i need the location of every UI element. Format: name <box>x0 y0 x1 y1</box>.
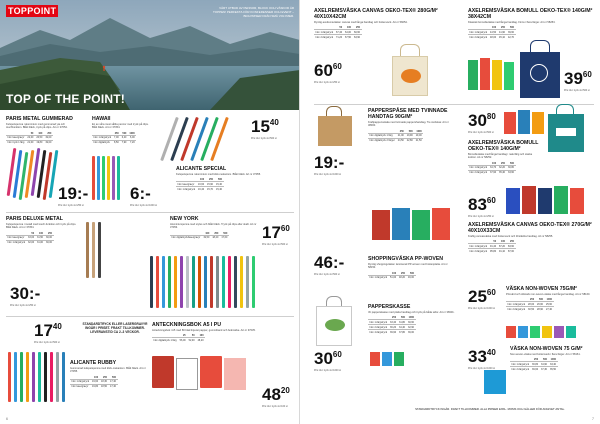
product-title: NEW YORK <box>170 216 199 222</box>
tote-bag-image <box>468 60 478 90</box>
nonwoven-bag-image <box>506 326 516 338</box>
tote-bag-image <box>548 114 584 152</box>
pen-image <box>174 256 177 308</box>
nonwoven-bag-image <box>484 370 506 394</box>
hero-blurb: VÅRT UTBUD AV PENNOR, BLOCK OCH VÄSKOR ÄR TOPPEN! PERFEKTA FÖR KONFERENSER OCH EVENT – BRA PRISER FRÅN SMÅ VOLYMER. <box>212 6 294 18</box>
nonwoven-bag-image <box>530 326 540 338</box>
product-title: VÄSKA NON-WOVEN 75G/M² <box>506 286 577 292</box>
pen-image <box>50 352 53 402</box>
pen-image <box>204 256 207 308</box>
product-description: Rymlig axelremsväska i canvas med långa handtag och bottenveck. Art.nr 58254. <box>314 21 408 24</box>
price-table: 250 500 1000 Inkl. digitaltryck 1 färg 21,00 19,90 19,00 Inkl. digitaltryck 2 färger 24,50 22,80 21,50 <box>369 129 422 143</box>
notebook-image <box>200 356 222 388</box>
pen-image <box>32 352 35 402</box>
pen-image <box>168 256 171 308</box>
pen-image <box>162 256 165 308</box>
tote-bag-image <box>504 62 514 90</box>
product-title: AXELREMSVÄSKA CANVAS OEKO-TEX® 270G/M² 40X10X33CM <box>468 222 592 234</box>
nonwoven-bag-image <box>554 326 564 338</box>
paper-bag-image <box>382 352 392 366</box>
product-description: Rymlig shoppingväska i laminerad PP-woven med bottenplatta. Art.nr 58150. <box>368 263 448 270</box>
notebook-open-image <box>176 358 198 390</box>
pen-image <box>186 256 189 308</box>
product-nonwoven-gusset <box>510 346 594 371</box>
product-title: PAPPERSKASSE <box>368 304 411 310</box>
price-paris-deluxe: 30:- Pris inkl. tryck vid 250 st <box>10 284 41 307</box>
tote-bag-image <box>506 188 520 214</box>
tote-bag-image <box>492 60 502 90</box>
product-pappersvaska <box>368 108 454 143</box>
price-shoppingvaska: 46:- Pris inkl. tryck vid 500 st <box>314 253 345 276</box>
product-canvas-38x42 <box>314 8 454 39</box>
product-title: PARIS DELUXE METAL <box>6 216 63 222</box>
tote-bag-image <box>504 112 516 134</box>
product-description: Vit papperskasse med platta handtag och tryck på båda sidor. Art.nr 38301. <box>368 311 455 314</box>
pen-image <box>112 156 115 200</box>
product-title: ALICANTE SPECIAL <box>176 166 227 172</box>
price-table: 100 250 500 Inkl. digitaltryck/lasergravyr 19,50 18,20 17,60 <box>171 231 228 240</box>
product-hawaii <box>92 116 152 145</box>
price-alicante-rubby: $17^{40}$ Pris inkl. tryck vid 500 st <box>34 321 62 344</box>
pen-image <box>102 156 105 200</box>
pen-image <box>198 256 201 308</box>
hero-title: TOP OF THE POINT! <box>6 92 125 106</box>
tote-bag-image <box>532 112 544 134</box>
shopping-bag-image <box>392 208 410 240</box>
price-hawaii: 6:- Pris inkl. tryck vid 1000 st <box>130 184 157 207</box>
paper-bag-image <box>394 352 404 366</box>
shopping-bag-image <box>372 210 390 240</box>
price-anteckningsbok: $48^{20}$ Pris inkl. tryck vid 100 st <box>262 385 290 408</box>
section-divider <box>314 104 594 105</box>
tote-bag-image <box>518 110 530 134</box>
product-bomull-140 <box>468 8 594 39</box>
pen-image <box>92 156 95 200</box>
price-table: 100 250 500 Inkl. 1-färgstryck 34,70 32,20 30,80 Inkl. 2-färgstryck 37,90 35,40 33,60 <box>469 161 514 175</box>
tote-bag-image <box>554 186 568 214</box>
product-papperskasse <box>368 304 456 334</box>
product-description: Gummerad kulspetspenna med klick-mekanism. Blått bläck. Art.nr 37055. <box>70 367 146 374</box>
footer-note: STANDARDTRYCK INGÅR. FRAKT TILLKOMMER. ALLA PRISER EXKL. MOMS OCH GÄLLER FÖR ANGIVET ANTAL. <box>415 407 565 411</box>
price-table: 250 500 1000 Inkl. 1-färgstryck 7,00 6,40 6,00 Inkl. digitaltryck 8,50 7,90 7,20 <box>93 131 135 145</box>
price-table: 100 250 500 Inkl. lasergravyr 16,60 15,90 15,40 Inkl. 1-färgstryck 16,40 15,70 15,40 <box>177 178 222 191</box>
price-table: 50 100 250 Inkl. 1-färgstryck 91,40 87,20 83,60 Inkl. 2-färgstryck 95,80 91,10 87,00 <box>469 240 514 253</box>
product-title: ANTECKNINGSBOK A5 I PU <box>152 322 221 328</box>
product-title: PARIS METAL GUMMERAD <box>6 116 73 122</box>
pen-image <box>107 156 110 200</box>
pen-image <box>86 222 89 278</box>
pen-image <box>8 352 11 402</box>
pen-image <box>228 256 231 308</box>
pen-image <box>160 117 179 161</box>
paper-bag-image <box>318 116 352 146</box>
product-title: HAWAII <box>92 116 111 122</box>
page-number: 6 <box>6 417 8 421</box>
bag-print-logo <box>325 319 345 331</box>
product-description: Aluminiumpenna med stylus och blått bläck. Tryck på clips eller skaft. Art.nr 37053. <box>170 223 257 230</box>
pen-image <box>62 352 65 402</box>
pen-image <box>14 352 17 402</box>
pen-image <box>98 222 101 278</box>
pen-image <box>234 256 237 308</box>
section-divider <box>6 316 294 317</box>
bag-print-logo <box>401 69 421 83</box>
product-anteckningsbok <box>152 322 264 342</box>
notebook-image <box>224 358 246 390</box>
price-table: 250 500 1000 Inkl. 1-färgstryck 36,80 34,90 33,40 Inkl. 2-färgstryck 39,60 37,30 35,50 <box>511 358 556 371</box>
product-description: Bomullsväska med långa handtag i naturfärg och starka kulörer. Art.nr 58252. <box>468 153 533 160</box>
price-alicante-special: $15^{40}$ Pris inkl. tryck vid 500 st <box>251 117 279 140</box>
product-description: Kulspetspenna i metall med touch-funktion och tryck på clips. Blått bläck. Art.nr 37054. <box>6 223 77 230</box>
price-table: 25 50 100 Inkl. digitaltryck 1 färg 56,00 52,00 48,20 <box>153 334 204 342</box>
product-nonwoven-75 <box>506 286 594 311</box>
price-table: 50 100 250 Inkl. lasergravyr 22,00 20,50 19,00 Inkl. tryck 1 färg 21,00 19,80 19,00 <box>7 131 52 145</box>
product-description: Kraftpappersväska med tvinnade pappershandtag. Tre storlekar. Art.nr 38300. <box>368 121 449 128</box>
pen-image <box>117 156 120 200</box>
paper-bag-image <box>370 352 380 366</box>
shopping-bag-image <box>412 210 430 240</box>
product-title: ALICANTE RUBBY <box>70 360 117 366</box>
pen-image <box>92 222 95 278</box>
price-papperskasse: $30^{60}$ Pris inkl. tryck vid 1000 st <box>314 349 342 372</box>
price-table: 250 500 1000 Inkl. 1-färgstryck 33,40 31,80 30,60 Inkl. 2-färgstryck 36,20 34,40 32,90 Inkl. 4-färgstryck 39,90 37,80 36,00 <box>369 316 414 334</box>
product-canvas-270 <box>468 222 594 253</box>
pen-image <box>222 256 225 308</box>
price-table: 50 100 250 Inkl. 1-färgstryck 67,40 64,00 60,60 Inkl. 2-färgstryck 71,20 67,50 63,90 <box>315 26 360 39</box>
product-shoppingvaska <box>368 256 456 280</box>
product-bomull-oekotex <box>468 140 540 175</box>
price-table: 50 100 250 Inkl. lasergravyr 33,00 31,50 30,00 Inkl. 1-färgstryck 32,00 31,00 30,00 <box>7 231 52 245</box>
tote-bag-image <box>570 188 584 214</box>
pen-image <box>180 256 183 308</box>
pen-image <box>38 352 41 402</box>
product-title: AXELREMSVÄSKA BOMULL OEKO-TEX® 140G/M² <box>468 140 539 152</box>
price-new-york: $17^{60}$ Pris inkl. tryck vid 500 st <box>262 223 290 246</box>
product-description: Anteckningsbok i A5 med 80 blad linjerat papper, gummiband och bokmärke. Art.nr 37035. <box>152 329 256 332</box>
price-table: 100 250 500 Inkl. 1-färgstryck 44,50 41,90 39,60 Inkl. 2-färgstryck 48,00 45,10 42,70 <box>469 26 514 39</box>
price-nonwoven-75: $25^{60}$ Pris inkl. tryck vid 1000 st <box>468 287 496 310</box>
paper-bag-image <box>316 306 352 346</box>
price-paris-metal: 19:- Pris inkl. tryck vid 250 st <box>58 184 89 207</box>
product-title: PAPPERSPÅSE MED TVINNADE HANDTAG 90G/M² <box>368 108 448 120</box>
tote-bag-image <box>392 56 428 96</box>
pen-image <box>20 352 23 402</box>
price-table: 250 500 1000 Inkl. 1-färgstryck 28,00 26,60 25,60 Inkl. 2-färgstryck 30,50 28,90 27,40 <box>507 298 552 311</box>
pen-image <box>192 256 195 308</box>
right-page <box>300 0 600 424</box>
section-divider <box>6 212 294 213</box>
product-alicante-rubby <box>70 360 150 389</box>
tote-bag-image <box>520 52 560 98</box>
bag-print-logo <box>530 64 548 82</box>
service-note: STANDARDTRYCK ELLER LASERGRAVYR INGÅR I PRISET. FRAKT TILLKOMMER. LEVERANSTID CA 2–3 VECKOR. <box>82 322 148 335</box>
product-paris-metal <box>6 116 78 145</box>
product-description: Kulspetspenna i aluminium med gummerad yta och touchfunktion. Blått bläck, tryck på clips. Art.nr 37054. <box>6 123 68 130</box>
product-description: En av våra mest sålda pennor med tryck på clips. Blått bläck. Art.nr 37054. <box>92 123 149 130</box>
product-description: Non-woven-väska med bottenveck i flera färger. Art.nr 58161. <box>510 353 581 356</box>
product-title: VÄSKA NON-WOVEN 75 G/M² <box>510 346 583 352</box>
tote-bag-image <box>480 58 490 90</box>
tote-bag-image <box>522 186 536 214</box>
pen-image <box>156 256 159 308</box>
price-pappersvaska: 19:- Pris inkl. tryck vid 1000 st <box>314 153 345 176</box>
product-title: SHOPPINGVÄSKA PP-WOVEN <box>368 256 444 262</box>
pen-image <box>26 352 29 402</box>
product-new-york <box>170 216 258 240</box>
price-nonwoven-gusset: $33^{40}$ Pris inkl. tryck vid 1000 st <box>468 347 496 370</box>
pen-image <box>44 352 47 402</box>
price-bomull-oekotex: $30^{80}$ Pris inkl. tryck vid 500 st <box>468 111 496 134</box>
pen-image <box>97 156 100 200</box>
toppoint-logo: TOPPOINT <box>8 6 57 16</box>
pen-image <box>240 256 243 308</box>
nonwoven-bag-image <box>518 326 528 338</box>
product-description: Klassisk bomullsväska med långa handtag. Finns i flera färger. Art.nr 58253. <box>468 21 556 24</box>
bag-print-logo <box>556 128 576 136</box>
price-table: 100 250 500 Inkl. 1-färgstryck 51,00 48,20 46,00 <box>369 271 414 280</box>
pen-image <box>56 352 59 402</box>
price-canvas-270: $83^{60}$ Pris inkl. tryck vid 250 st <box>468 195 496 218</box>
pen-image <box>246 256 249 308</box>
product-paris-deluxe <box>6 216 80 245</box>
product-title: AXELREMSVÄSKA CANVAS OEKO-TEX® 280G/M² 40X10X42CM <box>314 8 438 20</box>
hero-banner <box>0 0 300 110</box>
product-title: AXELREMSVÄSKA BOMULL OEKO-TEX® 140G/M² 38X42CM <box>468 8 593 20</box>
pen-image <box>210 256 213 308</box>
product-description: Kraftig canvasväska med bottenveck och förstärkta handtag. Art.nr 58255. <box>468 235 554 238</box>
page-number: 7 <box>592 417 594 421</box>
shopping-bag-image <box>432 208 450 240</box>
notebook-image <box>152 356 174 388</box>
nonwoven-bag-image <box>566 326 576 338</box>
tote-bag-image <box>538 188 552 214</box>
price-bomull-140: $39^{60}$ Pris inkl. tryck vid 500 st <box>564 69 592 92</box>
price-canvas-38x42: $60^{60}$ Pris inkl. tryck vid 250 st <box>314 61 342 84</box>
product-description: Prisvärd och slitstark non-woven-väska med långa handtag. Art.nr 58160. <box>506 293 591 296</box>
pen-image <box>252 256 255 308</box>
product-alicante-special <box>176 166 288 191</box>
nonwoven-bag-image <box>542 326 552 338</box>
pen-image <box>216 256 219 308</box>
pen-image <box>150 256 153 308</box>
price-table: 100 250 500 Inkl. 1-färgstryck 19,60 18,30 17,40 Inkl. lasergravyr 19,80 18,50 17,40 <box>71 375 116 389</box>
product-description: Kulspetspenna i aluminium med klick-mekanism. Blått bläck. Art.nr 37055. <box>176 173 261 176</box>
